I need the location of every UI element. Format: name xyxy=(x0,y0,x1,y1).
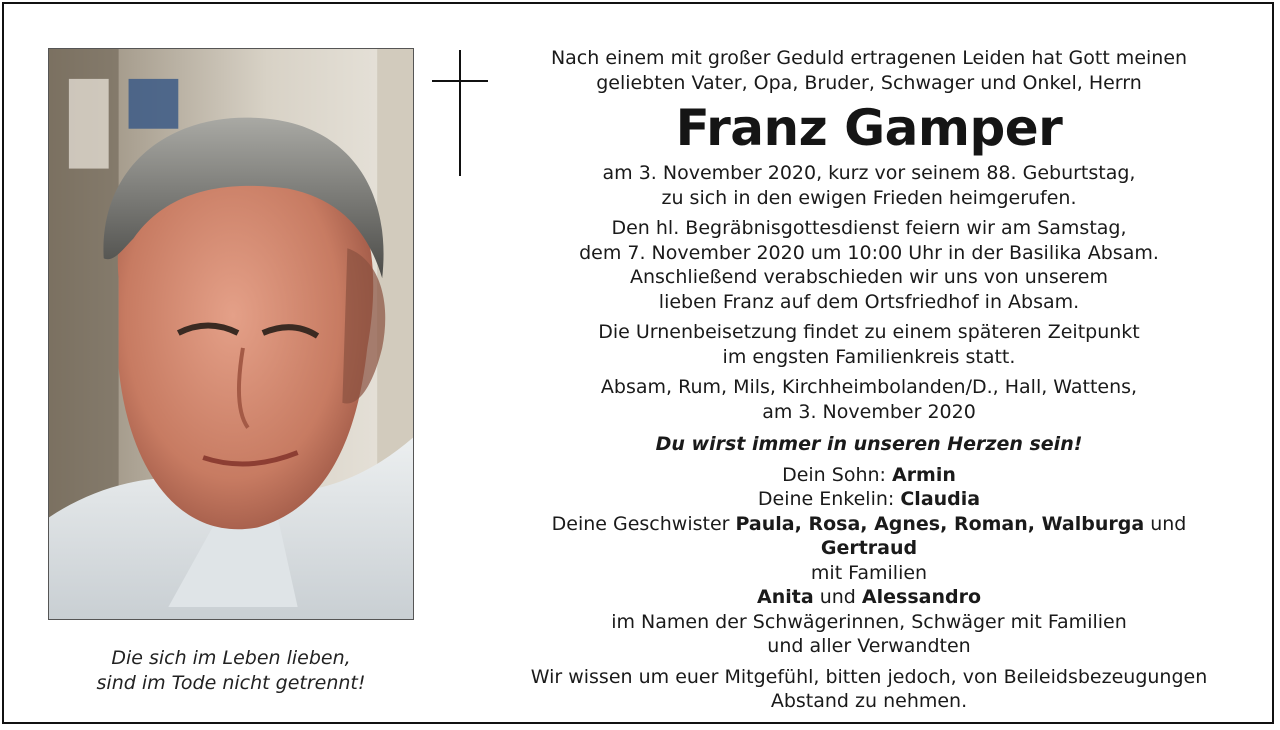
service-line2: dem 7. November 2020 um 10:00 Uhr in der Basilika Absam. xyxy=(579,241,1159,264)
family-siblings xyxy=(504,512,1234,561)
urn-line2: im engsten Familienkreis statt. xyxy=(722,345,1016,368)
name-a: Anita xyxy=(757,586,814,608)
siblings-and: und xyxy=(1150,512,1187,535)
left-quote-line2: sind im Tode nicht getrennt! xyxy=(96,672,366,694)
obituary-notice xyxy=(2,2,1274,724)
closing-line2: Abstand zu nehmen. xyxy=(770,690,968,712)
family-with-families: mit Familien xyxy=(810,561,928,584)
son-label: Dein Sohn: xyxy=(782,463,886,486)
family-son xyxy=(504,463,1234,488)
death-line1: am 3. November 2020, kurz vor seinem 88. Geburtstag, xyxy=(602,162,1136,184)
intro-line2: geliebten Vater, Opa, Bruder, Schwager und Onkel, Herrn xyxy=(596,71,1142,94)
intro-line1: Nach einem mit großer Geduld ertragenen Leiden hat Gott meinen xyxy=(550,47,1188,69)
siblings-names: Paula, Rosa, Agnes, Roman, Walburga xyxy=(735,512,1145,535)
son-name: Armin xyxy=(891,463,956,486)
siblings-label: Deine Geschwister xyxy=(551,512,730,535)
in-law-line2: und aller Verwandten xyxy=(767,635,971,657)
names-and: und xyxy=(819,586,856,608)
family-names xyxy=(504,585,1234,610)
siblings-last: Gertraud xyxy=(820,537,918,559)
urn-line1: Die Urnenbeisetzung findet zu einem späteren Zeitpunkt xyxy=(598,321,1140,343)
place-line2: am 3. November 2020 xyxy=(762,400,976,423)
left-quote xyxy=(48,646,414,696)
service-line1: Den hl. Begräbnisgottesdienst feiern wir am Samstag, xyxy=(611,217,1127,239)
portrait-photo xyxy=(48,48,414,620)
place-line1: Absam, Rum, Mils, Kirchheimbolanden/D., Hall, Wattens, xyxy=(600,376,1138,398)
cross-icon xyxy=(432,50,488,178)
obituary-text xyxy=(504,46,1234,714)
granddaughter-label: Deine Enkelin: xyxy=(757,488,895,510)
service-line3: Anschließend verabschieden wir uns von unserem xyxy=(629,266,1108,288)
left-quote-line1: Die sich im Leben lieben, xyxy=(111,647,351,669)
deceased-name: Franz Gamper xyxy=(675,99,1063,157)
granddaughter-name: Claudia xyxy=(900,488,981,510)
in-law-line1: im Namen der Schwägerinnen, Schwäger mit Familien xyxy=(611,610,1127,633)
death-line2: zu sich in den ewigen Frieden heimgerufen. xyxy=(661,186,1077,209)
family-granddaughter xyxy=(504,487,1234,512)
closing-line1: Wir wissen um euer Mitgefühl, bitten jedoch, von Beileidsbezeugungen xyxy=(530,665,1208,688)
motto: Du wirst immer in unseren Herzen sein! xyxy=(655,433,1083,455)
portrait-photo-icon xyxy=(49,49,413,619)
service-line4: lieben Franz auf dem Ortsfriedhof in Absam. xyxy=(658,290,1080,313)
name-b: Alessandro xyxy=(861,586,981,608)
